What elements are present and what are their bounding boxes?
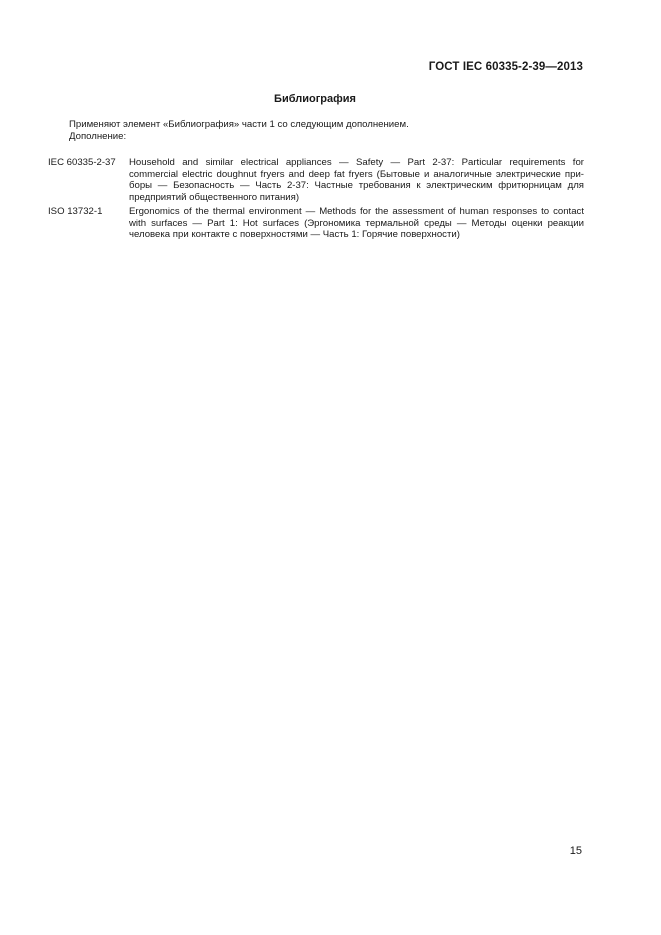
page-number: 15	[569, 845, 582, 857]
bibliography-list	[48, 157, 584, 243]
reference-line: предприятий общественного питания)	[129, 192, 300, 204]
reference-line: commercial electric doughnut fryers and deep fat fryers (Бытовые и аналогичные электрические при-	[129, 168, 584, 180]
reference-line: with surfaces — Part 1: Hot surfaces (Эргономика термальной среды — Методы оценки реакции	[129, 217, 584, 229]
reference-line: Household and similar electrical appliances — Safety — Part 2-37: Particular requirements for	[129, 157, 584, 168]
reference-code: ISO 13732-1	[48, 205, 103, 217]
reference-line: боры — Безопасность — Часть 2-37: Частные требования к электрическим фритюрницам для	[129, 180, 584, 192]
reference-text	[129, 206, 584, 241]
bibliography-entry	[48, 157, 584, 204]
reference-line: человека при контакте с поверхностями — Часть 1: Горячие поверхности)	[129, 229, 460, 241]
bibliography-entry	[48, 206, 584, 241]
reference-text	[129, 157, 584, 204]
intro-line: Дополнение:	[69, 130, 127, 142]
document-code-header: ГОСТ IEC 60335-2-39—2013	[428, 61, 583, 73]
intro-line: Применяют элемент «Библиография» части 1 со следующим дополнением.	[69, 119, 409, 130]
reference-code: IEC 60335-2-37	[48, 157, 116, 168]
reference-line: Ergonomics of the thermal environment — Methods for the assessment of human responses to contact	[129, 205, 584, 217]
section-title: Библиография	[274, 93, 356, 105]
intro-paragraph	[69, 119, 409, 142]
